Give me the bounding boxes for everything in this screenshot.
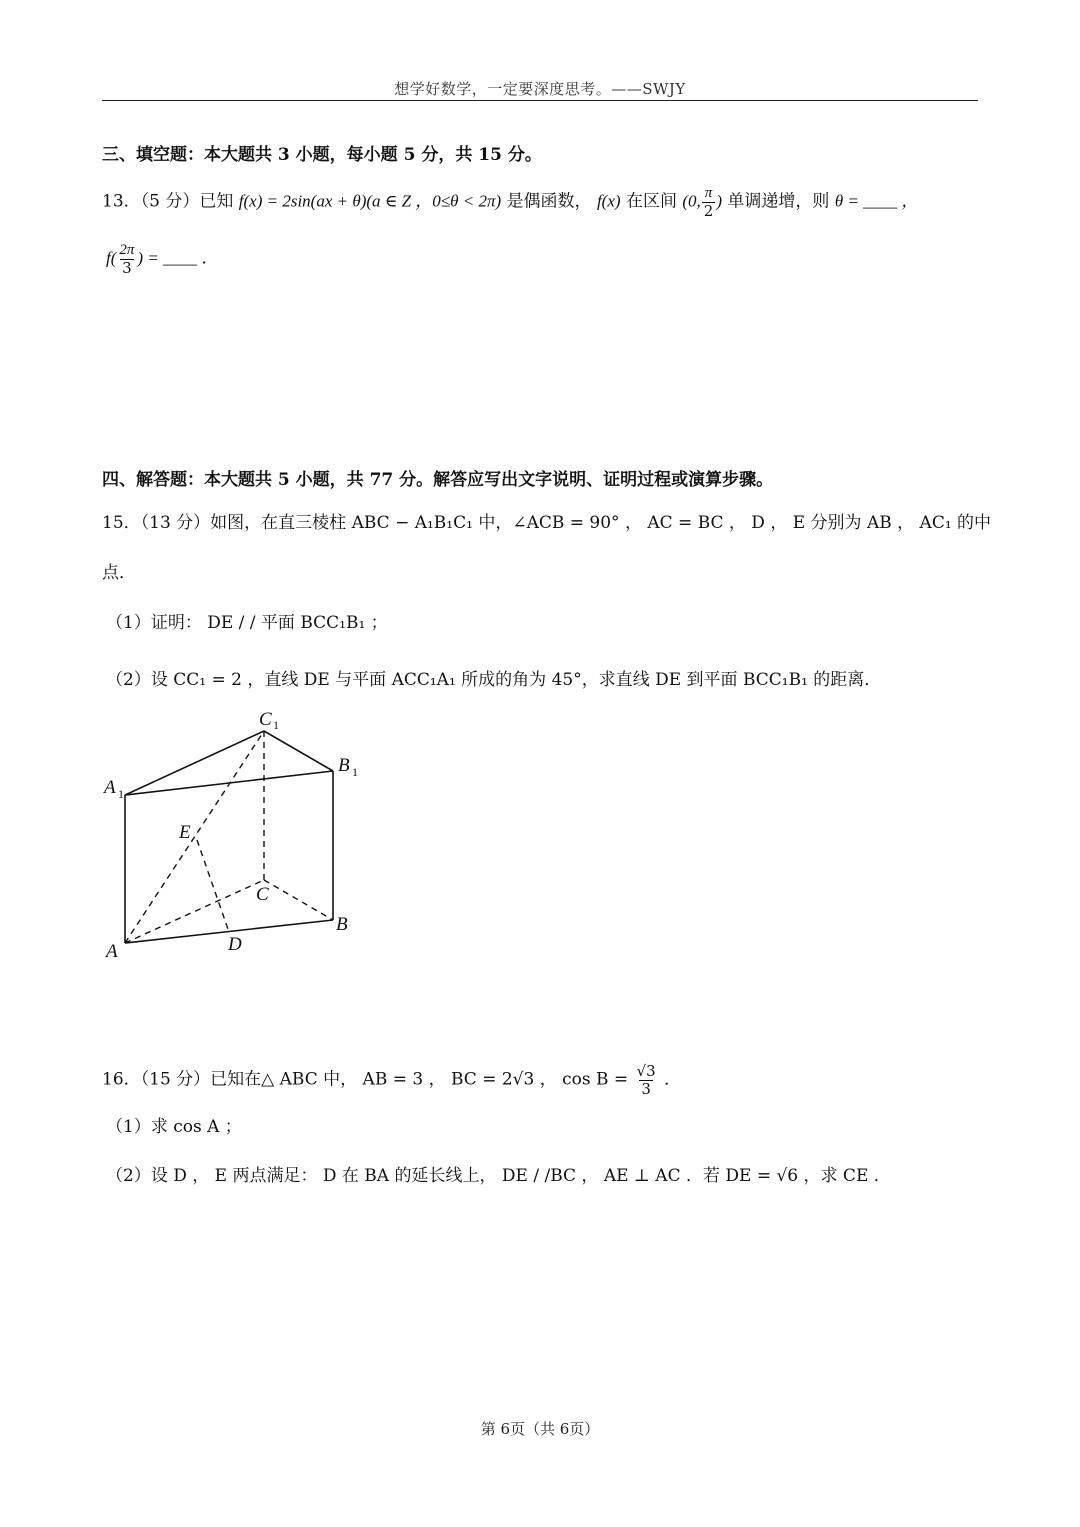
question-15-line-1: 15．（13 分）如图，在直三棱柱 ABC − A₁B₁C₁ 中，∠ACB = 90° ， AC = BC ， D ， E 分别为 AB ， AC₁ 的中 — [102, 513, 992, 533]
label-c: C — [256, 884, 269, 905]
section-3-title: 三、填空题：本大题共 3 小题，每小题 5 分，共 15 分。 — [102, 145, 542, 165]
section-4-title: 四、解答题：本大题共 5 小题，共 77 分。解答应写出文字说明、证明过程或演算步骤。 — [102, 470, 774, 490]
edge-c-b — [264, 880, 333, 920]
edge-a1-c1 — [125, 731, 264, 795]
q13-2pi-over-3 — [117, 242, 136, 276]
q16-den: 3 — [641, 1079, 651, 1098]
q13-theta-blank: θ = ____ ， — [834, 191, 919, 211]
q13-pi-num: π — [704, 185, 713, 201]
question-15-part-2: （2）设 CC₁ = 2 ，直线 DE 与平面 ACC₁A₁ 所成的角为 45°，求直线 DE 到平面 BCC₁B₁ 的距离． — [106, 670, 882, 690]
label-e: E — [179, 822, 191, 843]
page-footer: 第 6页（共 6页） — [480, 1420, 600, 1438]
q13-intro: 13．（5 分）已知 — [102, 191, 234, 212]
q13-tail: 单调递增，则 — [727, 191, 830, 212]
label-d: D — [228, 934, 242, 955]
edge-a1-b1 — [125, 771, 333, 795]
question-16-line-1 — [102, 1063, 681, 1097]
question-16-part-2: （2）设 D ， E 两点满足： D 在 BA 的延长线上， DE / /BC ， AE ⊥ AC ．若 DE = √6 ，求 CE ． — [106, 1166, 891, 1186]
label-b1-sub: 1 — [352, 765, 358, 779]
q13-f-num: 2π — [119, 242, 135, 258]
question-15-part-1: （1）证明： DE / / 平面 BCC₁B₁ ； — [106, 613, 388, 633]
q16-sqrt-num: √3 — [636, 1062, 656, 1080]
q13-expression: f(x) = 2sin(ax + θ)(a ∈ Z ，0≤θ < 2π) — [238, 191, 502, 211]
edge-c1-b1 — [264, 731, 333, 771]
q16-line1-pre: 16．（15 分）已知在△ ABC 中， AB = 3 ， BC = 2√3 ， cos B = — [102, 1069, 629, 1090]
q13-pi-over-2 — [702, 185, 716, 219]
question-16-part-1: （1）求 cos A ； — [106, 1117, 242, 1137]
prism-figure — [102, 705, 372, 970]
label-a1: A — [104, 777, 116, 798]
question-15-line-2: 点． — [102, 563, 136, 583]
q13-mid2: 在区间 — [625, 191, 677, 212]
q13-f-den: 3 — [122, 258, 132, 277]
question-13-line-1 — [102, 185, 918, 219]
q16-sqrt3-over-3 — [635, 1063, 658, 1097]
label-a1-sub: 1 — [118, 787, 124, 801]
label-a: A — [106, 941, 118, 962]
q13-fx: f(x) — [596, 191, 621, 211]
q13-mid: 是偶函数， — [506, 191, 592, 212]
label-c1: C — [259, 709, 272, 730]
label-b1: B — [338, 755, 350, 776]
header-divider — [102, 100, 978, 101]
question-13-line-2 — [106, 242, 218, 276]
label-c1-sub: 1 — [273, 718, 279, 732]
q13-f-close: ) = ____ ． — [137, 248, 219, 268]
edge-e-d — [197, 840, 229, 932]
q13-pi-den: 2 — [703, 201, 714, 220]
page-header: 想学好数学，一定要深度思考。——SWJY — [394, 80, 686, 98]
prism-diagram — [102, 705, 372, 970]
q13-interval-close: ) — [716, 191, 722, 211]
q16-line1-post: ． — [664, 1069, 682, 1090]
q13-f-open: f( — [106, 248, 117, 268]
label-b: B — [336, 914, 348, 935]
q13-interval-open: (0, — [682, 191, 701, 211]
